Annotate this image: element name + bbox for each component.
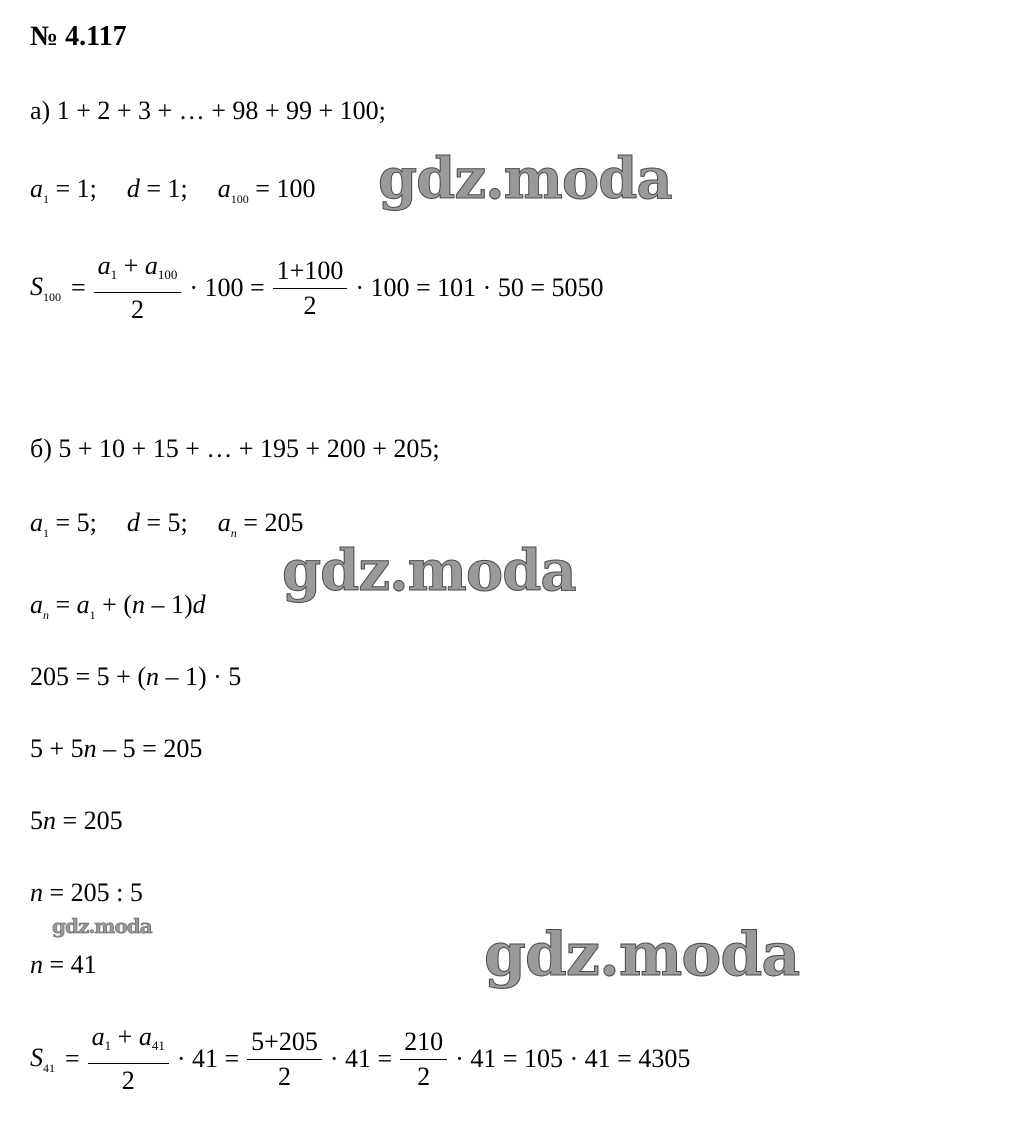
multiply-41: · 41 = [329,1044,393,1073]
a1-value: = 5; [49,508,97,537]
an-subscript: 100 [230,192,249,206]
task-b: б) 5 + 10 + 15 + … + 195 + 200 + 205; [30,434,440,463]
step-3 [30,806,123,836]
num-a1: a [97,251,111,280]
fraction-simplified [400,1025,447,1094]
fraction-numerator: 5+205 [247,1025,322,1060]
an-subscript: n [230,526,237,540]
a1-subscript: 1 [89,608,96,622]
task-a: а) 1 + 2 + 3 + … + 98 + 99 + 100; [30,96,386,125]
num-an: a [138,1022,152,1051]
an-symbol: a [217,508,231,537]
a1-symbol: a [30,508,43,537]
an-symbol: a [30,590,43,619]
multiply-100: · 100 = [189,273,265,302]
fraction-general [88,1020,169,1098]
step-text: – 5 = 205 [96,734,203,763]
n-symbol: n [132,590,145,619]
n-symbol: n [30,950,43,979]
s-symbol: S [30,271,43,301]
fraction-numerator: 1+100 [273,254,348,289]
d-value: = 5; [139,508,188,537]
step-text: = 41 [43,950,97,979]
formula-part: + ( [95,590,132,619]
d-symbol: d [126,508,140,537]
num-sub1: 1 [104,1038,112,1053]
num-sub1: 1 [110,267,118,282]
fraction-denominator: 2 [121,1066,135,1095]
a1-symbol: a [30,174,43,203]
d-symbol: d [192,590,206,619]
step-1 [30,662,241,692]
num-plus: + [111,1022,139,1051]
fraction-denominator: 2 [303,290,317,320]
d-value: = 1; [139,174,188,203]
fraction-general [94,249,182,327]
watermark: gdz.moda [484,920,800,990]
equals-sign: = [71,273,86,302]
a1-subscript: 1 [43,192,49,206]
sum-formula-a [30,249,604,327]
n-symbol: n [43,806,56,835]
n-symbol: n [83,734,97,763]
fraction-denominator: 2 [417,1061,431,1091]
a1-symbol: a [76,590,90,619]
step-4 [30,878,143,908]
fraction-numerator: 210 [400,1025,447,1060]
n-symbol: n [145,662,159,691]
s-subscript: 100 [43,289,61,304]
page-title: № 4.117 [30,21,127,52]
s-symbol: S [30,1042,43,1072]
a1-value: = 1; [49,174,97,203]
num-an: a [144,251,158,280]
equals-sign: = [65,1044,80,1073]
fraction-denominator: 2 [131,295,144,324]
watermark: gdz.moda [52,914,152,938]
fraction-numeric [273,254,348,323]
given-b [30,508,303,548]
an-subscript: n [43,608,49,622]
n-symbol: n [30,878,43,907]
sum-formula-b [30,1020,690,1098]
s-subscript: 41 [43,1060,55,1075]
fraction-denominator: 2 [278,1061,291,1091]
a1-subscript: 1 [43,526,49,540]
nth-term-formula [30,590,206,630]
d-symbol: d [126,174,140,203]
fraction-numeric [247,1025,322,1094]
an-value: = 205 [236,508,304,537]
num-sub2: 100 [157,267,178,282]
sum-result: · 41 = 105 · 41 = 4305 [455,1044,691,1073]
watermark: gdz.moda [282,538,576,604]
step-2 [30,734,202,764]
step-text: 5 + 5 [30,734,84,763]
an-symbol: a [217,174,231,203]
num-plus: + [117,251,145,280]
step-text: – 1) · 5 [158,662,242,691]
step-text: = 205 : 5 [43,878,143,907]
an-value: = 100 [248,174,316,203]
step-text: 205 = 5 + ( [30,662,146,691]
equals-sign: = [49,590,77,619]
step-text: = 205 [56,806,123,835]
num-a1: a [91,1022,105,1051]
multiply-41: · 41 = [176,1044,240,1073]
sum-result: · 100 = 101 · 50 = 5050 [355,273,604,302]
num-sub2: 41 [151,1038,165,1053]
given-a [30,174,315,214]
watermark: gdz.moda [378,146,672,212]
step-text: 5 [30,806,43,835]
step-5 [30,950,97,980]
formula-part: – 1) [145,590,193,619]
